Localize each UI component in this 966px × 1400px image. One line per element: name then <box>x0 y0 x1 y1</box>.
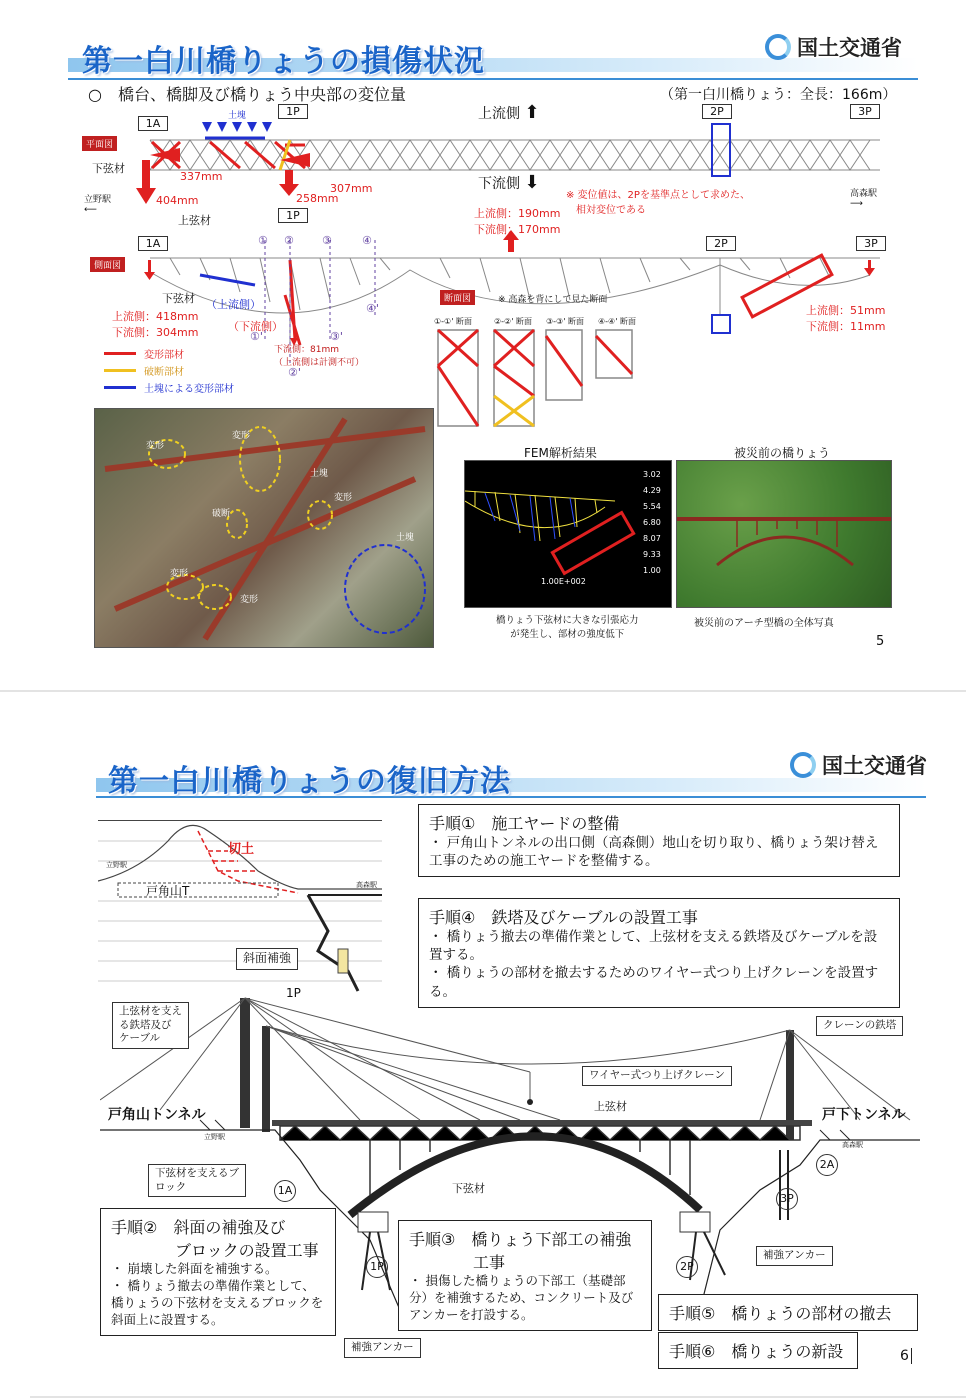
marker-2: ② <box>284 234 294 247</box>
fem-caption: 橋りょう下弦材に大きな引張応力 が発生し、部材の強度低下 <box>496 615 639 640</box>
tower-cable-label: 上弦材を支え る鉄塔及び ケーブル <box>112 1002 189 1049</box>
tunnel-right-label: 戸下トンネル <box>822 1107 906 1123</box>
mlit-logo <box>790 750 927 780</box>
relative-note: ※ 変位値は、2Pを基準点として求めた、 相対変位である <box>566 190 750 216</box>
slide-damage <box>0 0 966 690</box>
step3-text: ・ 損傷した橋りょうの下部工（基礎部分）を補強するため、コンクリート及びアンカーを打設する。 <box>409 1273 634 1322</box>
tateno-label-small: 立野駅 <box>106 861 127 869</box>
marker-3: ③ <box>322 234 332 247</box>
step4-title: 手順④ 鉄塔及びケーブルの設置工事 <box>429 908 698 927</box>
photo-label-6: 変形 <box>240 595 259 605</box>
marker-1p: ①' <box>250 330 263 343</box>
section-view-label: 断面図 <box>440 290 475 305</box>
lower-chord-label-plan: 下弦材 <box>92 162 125 175</box>
step1-box <box>418 804 900 877</box>
support-3p: 3P <box>850 104 880 119</box>
up-arrow-icon: ⬆ <box>524 102 540 123</box>
before-caption: 被災前のアーチ型橋の全体写真 <box>694 618 834 629</box>
photo-label-7: 土塊 <box>310 469 329 479</box>
page-title: 第一白川橋りょうの復旧方法 <box>108 764 511 799</box>
upstream-paren: （上流側） <box>206 298 261 311</box>
step3-box <box>398 1220 652 1331</box>
page-title: 第一白川橋りょうの損傷状況 <box>82 44 485 79</box>
takamori-label-small: 高森駅 <box>356 881 377 889</box>
tateno-station: 立野駅 ⟵ <box>84 195 112 215</box>
support-1a-side: 1A <box>138 236 168 251</box>
mlit-logo <box>765 32 902 62</box>
tunnel-t-label: 戸角山T <box>146 884 190 898</box>
legend-item: 土塊による変形部材 <box>104 380 234 395</box>
slide-divider <box>0 690 966 692</box>
step5-title: 手順⑤ 橋りょうの部材の撤去 <box>669 1304 892 1323</box>
section-drawings <box>424 326 644 432</box>
step1-title: 手順① 施工ヤードの整備 <box>429 814 620 833</box>
legend-item: 破断部材 <box>104 363 234 378</box>
step2-text-2: ・ 橋りょう撤去の準備作業として、橋りょうの下弦材を支えるブロックを斜面上に設置する。 <box>111 1277 324 1327</box>
legend-swatch-blue <box>104 386 136 389</box>
page-number-5: 5 <box>876 634 885 649</box>
marker-4: ④ <box>362 234 372 247</box>
wire-crane-label: ワイヤー式つり上げクレーン <box>582 1066 732 1086</box>
p2-base-highlight <box>712 315 730 333</box>
disp-337: 337mm <box>180 170 223 183</box>
step6-box <box>658 1332 858 1369</box>
logo-text: 国土交通省 <box>797 36 902 60</box>
support-2p-side: 2P <box>706 236 736 251</box>
mlit-logo-icon <box>790 752 816 778</box>
page-number-6: 6 <box>900 1348 912 1364</box>
marker-1: ① <box>258 234 268 247</box>
marker-1p: 1P <box>366 1256 388 1278</box>
step2-box <box>100 1208 336 1336</box>
slope-reinforce-label: 斜面補強 <box>236 948 298 970</box>
marker-1a: 1A <box>274 1180 296 1202</box>
bottom-divider <box>30 1396 966 1398</box>
fem-exponent: 1.00E+002 <box>541 577 586 586</box>
support-1a: 1A <box>138 116 168 131</box>
support-2p: 2P <box>702 104 732 119</box>
section-note: ※ 高森を背にして見た断面 <box>498 295 608 305</box>
photo-label-8: 土塊 <box>396 533 415 543</box>
crane-tower-label: クレーンの鉄塔 <box>816 1016 903 1036</box>
section-label-4: ④-④' 断面 <box>598 317 636 326</box>
photo-label-4: 変形 <box>334 493 353 503</box>
lower-displacement: 下流側：81mm （上流側は計測不可） <box>274 345 365 368</box>
anchor-left-label: 補強アンカー <box>344 1338 421 1358</box>
section-label-3: ③-③' 断面 <box>546 317 584 326</box>
disp-258: 258mm <box>296 192 339 205</box>
legend-item: 変形部材 <box>104 346 234 361</box>
down-arrow-icon: ⬇ <box>524 172 540 193</box>
upper-chord-label: 上弦材 <box>178 214 211 227</box>
logo-text: 国土交通省 <box>822 754 927 778</box>
earth-arrows <box>202 122 272 132</box>
step6-title: 手順⑥ 橋りょうの新設 <box>669 1342 844 1361</box>
damage-photo <box>94 408 434 648</box>
section-label-1: ①-①' 断面 <box>434 317 472 326</box>
downstream-label: 下流側 <box>478 176 520 192</box>
right-arrow-icon: ⟶ <box>850 199 863 209</box>
photo-label-5: 変形 <box>170 569 189 579</box>
mlit-logo-icon <box>765 34 791 60</box>
takamori-label: 高森駅 <box>842 1141 863 1149</box>
step2-title: 手順② 斜面の補強及び ブロックの設置工事 <box>111 1218 319 1260</box>
step4-text-2: ・ 橋りょうの部材を撤去するためのワイヤー式つり上げクレーンを設置する。 <box>429 965 879 1000</box>
left-arrow-icon: ⟵ <box>84 205 97 215</box>
cut-soil-label: 切土 <box>228 842 255 857</box>
section-subtitle: ○ 橋台、橋脚及び橋りょう中央部の変位量 <box>88 85 406 104</box>
side-view-label: 側面図 <box>90 257 125 272</box>
marker-2p: ②' <box>288 366 301 379</box>
legend-swatch-red <box>104 352 136 355</box>
disp-404: 404mm <box>156 194 199 207</box>
legend-swatch-yellow <box>104 369 136 372</box>
downstream-indicator <box>478 172 540 193</box>
p2-highlight <box>712 124 730 176</box>
p1-label-sketch: 1P <box>286 986 301 1000</box>
step1-text: ・ 戸角山トンネルの出口側（高森側）地山を切り取り、橋りょう架け替え工事のための施工ヤードを整備する。 <box>429 835 879 870</box>
upstream-label: 上流側 <box>478 106 520 122</box>
upstream-indicator <box>478 102 540 123</box>
lower-chord-label: 下弦材 <box>452 1182 485 1195</box>
step5-box <box>658 1294 918 1331</box>
marker-3p: 3P <box>776 1188 798 1210</box>
marker-3p: ③' <box>330 330 343 343</box>
step2-text-1: ・ 崩壊した斜面を補強する。 <box>111 1261 278 1276</box>
total-length: （第一白川橋りょう：全長：166m） <box>660 87 897 103</box>
photo-label-1: 変形 <box>146 441 165 451</box>
fem-scale: 3.02 4.29 5.54 6.80 8.07 9.33 1.00 <box>643 470 661 575</box>
earth-label: 土塊 <box>228 111 247 121</box>
step4-text-1: ・ 橋りょう撤去の準備作業として、上弦材を支える鉄塔及びケーブルを設置する。 <box>429 929 878 964</box>
tunnel-left-label: 戸角山トンネル <box>108 1107 206 1123</box>
side-earth-member <box>200 275 255 285</box>
photo-label-2: 変形 <box>232 431 251 441</box>
center-displacement: 上流側：190mm 下流側：170mm <box>474 207 561 236</box>
plan-view-label: 平面図 <box>82 136 117 151</box>
tateno-label: 立野駅 <box>204 1133 225 1141</box>
lower-chord-label-side: 下弦材 <box>162 292 195 305</box>
photo-label-3: 破断 <box>212 509 231 519</box>
fem-title: FEM解析結果 <box>524 446 597 460</box>
support-1p-side: 1P <box>278 208 308 223</box>
section-label-2: ②-②' 断面 <box>494 317 532 326</box>
step3-title: 手順③ 橋りょう下部工の補強 工事 <box>409 1230 632 1272</box>
before-photo-bridge <box>677 461 892 608</box>
support-3p-side: 3P <box>856 236 886 251</box>
anchor-right-label: 補強アンカー <box>756 1246 833 1266</box>
marker-4p: ④' <box>366 302 379 315</box>
downstream-paren: （下流側） <box>228 320 283 333</box>
takamori-station: 高森駅 ⟶ <box>850 189 878 209</box>
before-title: 被災前の橋りょう <box>734 446 831 460</box>
left-displacement: 上流側：418mm 下流側：304mm <box>112 310 199 339</box>
legend <box>104 346 234 395</box>
before-photo <box>676 460 892 608</box>
disp-307: 307mm <box>330 182 373 195</box>
upper-chord-label: 上弦材 <box>594 1100 627 1113</box>
support-1p: 1P <box>278 104 308 119</box>
fem-image <box>464 460 672 608</box>
block-label: 下弦材を支えるブ ロック <box>148 1164 246 1197</box>
marker-2a: 2A <box>816 1154 838 1176</box>
marker-2p: 2P <box>676 1256 698 1278</box>
slide-recovery <box>0 700 966 1400</box>
right-displacement: 上流側：51mm 下流側：11mm <box>806 304 886 333</box>
